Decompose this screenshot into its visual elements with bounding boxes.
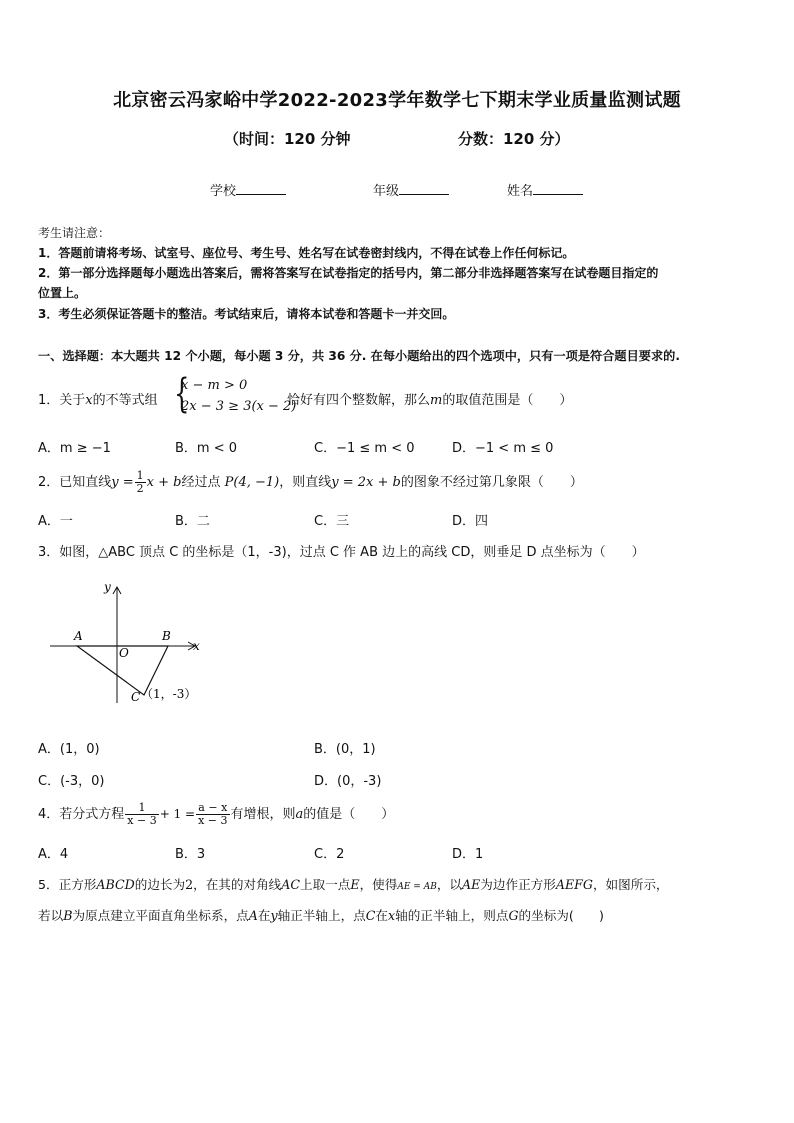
point-c-label: C — [131, 690, 141, 704]
q1-brace: { — [174, 371, 190, 417]
q2-mid2: ，则直线 — [279, 475, 332, 490]
q5-var: C — [365, 908, 376, 923]
notice-item-2-cont: 位置上。 — [38, 286, 87, 300]
q1-text-post — [287, 389, 572, 408]
q1-option-b[interactable]: B．m < 0 — [175, 441, 238, 456]
q2-fraction — [135, 470, 146, 495]
q5-var: AE — [462, 877, 481, 892]
q5-var: E — [350, 877, 360, 892]
q2-eq2: y = 2x + b — [331, 475, 401, 490]
q5-text: ，如图所示， — [592, 877, 669, 892]
school-field — [210, 180, 286, 199]
q2-frac-den: 2 — [136, 482, 144, 495]
q2-text — [38, 470, 583, 496]
q5-var: G — [508, 908, 519, 923]
q1-pre: 1．关于 — [38, 393, 86, 408]
q5-line-2 — [38, 905, 604, 924]
q5-text: ，在其的对角线 — [193, 877, 282, 892]
q4-fraction-1 — [125, 802, 158, 827]
q1-text-pre — [38, 389, 158, 408]
name-blank[interactable] — [533, 181, 583, 195]
q2-pre: 2．已知直线 — [38, 475, 112, 490]
q2-option-d[interactable]: D．四 — [452, 514, 489, 529]
notice-item-3: 3．考生必须保证答题卡的整洁。考试结束后，请将本试卷和答题卡一并交回。 — [38, 307, 455, 321]
grade-label: 年级 — [373, 184, 400, 199]
q2-eq-right: x + b — [146, 475, 182, 490]
q2-point: P(4, −1) — [224, 475, 280, 490]
q4-var-a: a — [295, 807, 304, 822]
q1-mid: 的不等式组 — [92, 393, 158, 408]
q4-f1-den: x − 3 — [127, 814, 157, 827]
q5-text: 在 — [257, 908, 271, 923]
q3-option-c[interactable]: C．(-3，0) — [38, 774, 105, 789]
point-a-label: A — [74, 629, 83, 643]
q2-option-c[interactable]: C．三 — [314, 514, 350, 529]
q1-option-d[interactable]: D．−1 < m ≤ 0 — [452, 441, 554, 456]
q5-var: A — [248, 908, 258, 923]
q5-text: 为原点建立平面直角坐标系，点 — [72, 908, 249, 923]
q5-text: 上取一点 — [300, 877, 351, 892]
notice-heading: 考生请注意： — [38, 226, 111, 240]
q3-figure — [40, 575, 220, 710]
q1-var-m: m — [430, 393, 443, 408]
q4-option-b[interactable]: B．3 — [175, 847, 206, 862]
grade-blank[interactable] — [399, 181, 449, 195]
point-b-label: B — [162, 629, 171, 643]
q4-option-a[interactable]: A．4 — [38, 847, 69, 862]
q5-text: 的边长为 — [134, 877, 186, 892]
q5-var: y — [270, 908, 278, 923]
q1-ineq-1: x − m > 0 — [181, 378, 248, 393]
q5-var: x — [387, 908, 396, 923]
q3-option-b[interactable]: B．(0，1) — [314, 742, 376, 757]
q2-option-b[interactable]: B．二 — [175, 514, 210, 529]
q3-text: 3．如图，△ABC 顶点 C 的坐标是（1，-3)，过点 C 作 AB 边上的高线 CD，则垂足 D 点坐标为（ ） — [38, 545, 645, 560]
q1-ineq-2: 2x − 3 ≥ 3(x − 2) — [181, 399, 297, 414]
notice-item-2: 2．第一部分选择题每小题选出答案后，需将答案写在试卷指定的括号内，第二部分非选择题答案写在试卷题目指定的 — [38, 266, 659, 280]
point-c-coord: （1，-3） — [141, 687, 197, 701]
name-label: 姓名 — [507, 184, 534, 199]
q4-option-d[interactable]: D．1 — [452, 847, 484, 862]
q1-post2: 的取值范围是（ ） — [442, 393, 573, 408]
q5-text: 轴的正半轴上，则点 — [395, 908, 509, 923]
q5-var: ABCD — [96, 877, 135, 892]
q2-frac-num: 1 — [136, 469, 144, 482]
q4-option-c[interactable]: C．2 — [314, 847, 345, 862]
q4-mid: 有增根，则 — [230, 807, 296, 822]
q2-post: 的图象不经过第几象限（ ） — [400, 475, 583, 490]
q5-text: ，使得 — [359, 877, 398, 892]
q5-text: 的坐标为( ) — [518, 908, 604, 923]
q5-var: 2 — [185, 877, 194, 892]
y-axis-label: y — [104, 580, 111, 594]
origin-label: O — [119, 646, 129, 660]
q1-post: 恰好有四个整数解，那么 — [287, 393, 431, 408]
q2-eq-left: y = — [111, 475, 134, 490]
q4-post: 的值是（ ） — [303, 807, 395, 822]
q5-var: B — [63, 908, 73, 923]
q4-f1-num: 1 — [125, 802, 158, 815]
q4-fraction-2 — [196, 802, 229, 827]
q1-option-a[interactable]: A．m ≥ −1 — [38, 441, 111, 456]
section-heading: 一、选择题：本大题共 12 个小题，每小题 3 分，共 36 分. 在每小题给出的四个选项中，只有一项是符合题目要求的. — [38, 349, 680, 363]
q1-option-c[interactable]: C．−1 ≤ m < 0 — [314, 441, 415, 456]
q5-text: ，以 — [436, 877, 462, 892]
q5-text: 为边作正方形 — [480, 877, 556, 892]
exam-score: 分数：120 分） — [458, 130, 570, 148]
school-label: 学校 — [210, 184, 237, 199]
q2-mid: 经过点 — [181, 475, 221, 490]
page-title: 北京密云冯家峪中学2022-2023学年数学七下期末学业质量监测试题 — [113, 90, 681, 111]
q4-plus: + 1 = — [159, 807, 196, 821]
q2-option-a[interactable]: A．一 — [38, 514, 73, 529]
q5-line-1 — [38, 874, 669, 893]
q4-f2-den: x − 3 — [198, 814, 228, 827]
q5-text: 5．正方形 — [38, 877, 97, 892]
x-axis-label: x — [193, 639, 200, 653]
q5-var: AC — [281, 877, 300, 892]
q4-text — [38, 801, 394, 828]
q4-pre: 4．若分式方程 — [38, 807, 125, 822]
q5-text: 若以 — [38, 908, 64, 923]
grade-field — [373, 180, 449, 199]
q5-var: AE = AB — [397, 882, 437, 892]
school-blank[interactable] — [236, 181, 286, 195]
q4-f2-num: a − x — [196, 802, 229, 815]
q5-text: 在 — [375, 908, 388, 923]
q3-option-a[interactable]: A．(1，0) — [38, 742, 100, 757]
exam-time: （时间：120 分钟 — [224, 130, 351, 148]
q3-option-d[interactable]: D．(0，-3) — [314, 774, 382, 789]
notice-item-1: 1．答题前请将考场、试室号、座位号、考生号、姓名写在试卷密封线内，不得在试卷上作任何标记。 — [38, 246, 575, 260]
q1-var-x: x — [85, 393, 93, 408]
q5-var: AEFG — [555, 877, 593, 892]
name-field — [507, 180, 583, 199]
q5-text: 轴正半轴上，点 — [277, 908, 366, 923]
